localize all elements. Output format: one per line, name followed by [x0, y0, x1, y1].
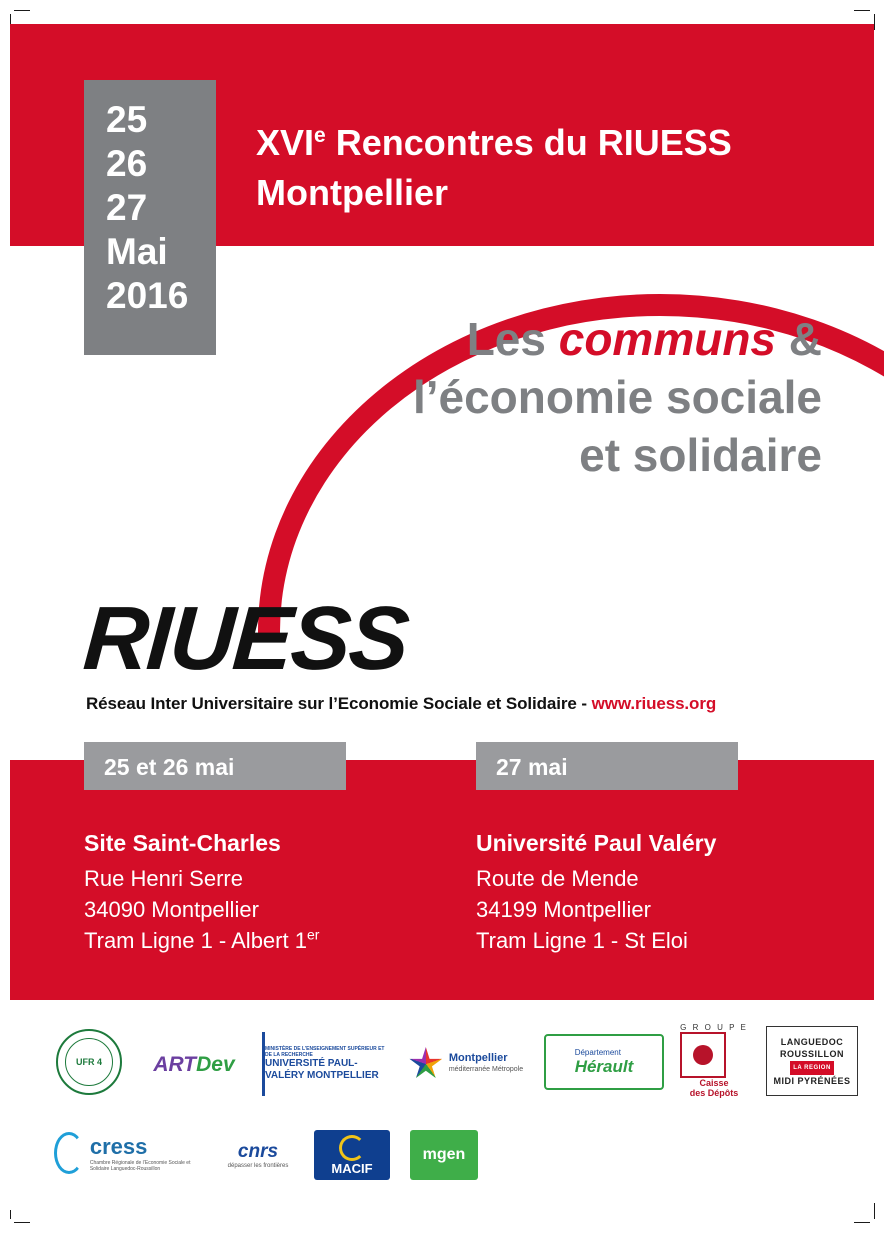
event-title-city: Montpellier [256, 172, 449, 213]
logo-ufr [50, 1028, 128, 1096]
theme-heading [182, 310, 822, 484]
ufr-seal-icon [56, 1029, 122, 1095]
logo-universite-paul-valery [262, 1032, 388, 1096]
event-date-line: Mai [106, 231, 168, 272]
upv-ministry-line: MINISTÈRE DE L’ENSEIGNEMENT SUPÉRIEUR ET DE LA RECHERCHE [265, 1046, 385, 1058]
cnrs-tagline: dépasser les frontières [227, 1163, 289, 1169]
crop-mark [854, 10, 870, 11]
lrmp-line1: LANGUEDOC ROUSSILLON [779, 1036, 844, 1059]
theme-line1-suffix: & [776, 313, 822, 365]
venue-city-2: 34199 Montpellier [476, 897, 651, 922]
lrmp-badge: LA REGION [790, 1061, 834, 1075]
logo-region-lrmp [766, 1026, 858, 1096]
artdev-label-1: ART [153, 1053, 197, 1076]
logo-mgen [410, 1130, 478, 1180]
artdev-label-2: Dev [196, 1053, 235, 1076]
event-title-edition: XVI [256, 122, 315, 163]
event-date-line: 27 [106, 187, 148, 228]
macif-mark-icon [339, 1135, 365, 1161]
macif-name: MACIF [331, 1160, 373, 1176]
event-title-rest: Rencontres du RIUESS [325, 122, 732, 163]
logo-departement-herault [544, 1034, 664, 1090]
logo-macif [314, 1130, 390, 1180]
herault-departement-label: Département [574, 1047, 621, 1057]
theme-line1-prefix: Les [466, 313, 559, 365]
venue-name-1: Site Saint-Charles [84, 830, 281, 856]
venue-street-2: Route de Mende [476, 866, 639, 891]
riuess-tagline [86, 694, 716, 714]
crop-mark [874, 1203, 875, 1219]
event-date-line: 26 [106, 143, 148, 184]
metropole-subtitle: méditerranée Métropole [448, 1066, 524, 1073]
crop-mark [854, 1222, 870, 1223]
logo-cnrs [206, 1126, 310, 1184]
logo-caisse-des-depots [672, 1020, 756, 1100]
venue-transport-ordinal-1: er [306, 926, 320, 943]
venue-name-2: Université Paul Valéry [476, 830, 717, 856]
mgen-name: mgen [422, 1146, 466, 1163]
cress-subtitle: Chambre Régionale de l’Economie Sociale et Solidaire Languedoc-Roussillon [89, 1160, 191, 1172]
cdc-mark-icon [680, 1032, 726, 1078]
venue-date-label-2: 27 mai [476, 742, 738, 790]
riuess-website-link[interactable]: www.riuess.org [591, 694, 717, 713]
cnrs-name: cnrs [237, 1141, 279, 1162]
crop-mark [14, 1222, 30, 1223]
crop-mark [874, 14, 875, 30]
crop-mark [14, 10, 30, 11]
cdc-groupe-label: G R O U P E [680, 1022, 748, 1032]
cdc-name-line2: des Dépôts [689, 1087, 739, 1098]
venue-city-1: 34090 Montpellier [84, 897, 259, 922]
upv-name: UNIVERSITÉ PAUL-VALÉRY MONTPELLIER [265, 1058, 379, 1081]
ufr-seal-label: UFR 4 [65, 1038, 113, 1086]
theme-line2: l’économie sociale [412, 371, 822, 423]
venue-street-1: Rue Henri Serre [84, 866, 243, 891]
logo-montpellier-metropole [402, 1034, 530, 1094]
lrmp-line2: MIDI PYRÉNÉES [773, 1075, 851, 1086]
star-icon [409, 1047, 443, 1081]
venue-details-1 [84, 828, 454, 956]
venue-details-2 [476, 828, 846, 956]
event-date-line: 2016 [106, 275, 189, 316]
cress-name: cress [89, 1134, 148, 1159]
theme-line3: et solidaire [579, 429, 822, 481]
metropole-name: Montpellier [448, 1052, 508, 1064]
cress-swirl-icon [54, 1132, 84, 1174]
event-date-line: 25 [106, 99, 148, 140]
riuess-logo-wordmark: RIUESS [80, 589, 411, 689]
tagline-text: Réseau Inter Universitaire sur l’Economie Sociale et Solidaire - [86, 694, 592, 713]
venue-transport-1: Tram Ligne 1 - Albert 1 [84, 928, 307, 953]
event-title-ordinal: e [314, 124, 326, 147]
sponsor-logos [10, 1000, 874, 1210]
theme-keyword: communs [558, 313, 776, 365]
venue-transport-2: Tram Ligne 1 - St Eloi [476, 928, 688, 953]
logo-cress [54, 1124, 204, 1182]
cdc-name-line1: Caisse [699, 1077, 729, 1088]
herault-name: Hérault [574, 1056, 634, 1076]
logo-artdev [138, 1036, 250, 1094]
venue-date-label-1: 25 et 26 mai [84, 742, 346, 790]
event-title [256, 118, 856, 218]
